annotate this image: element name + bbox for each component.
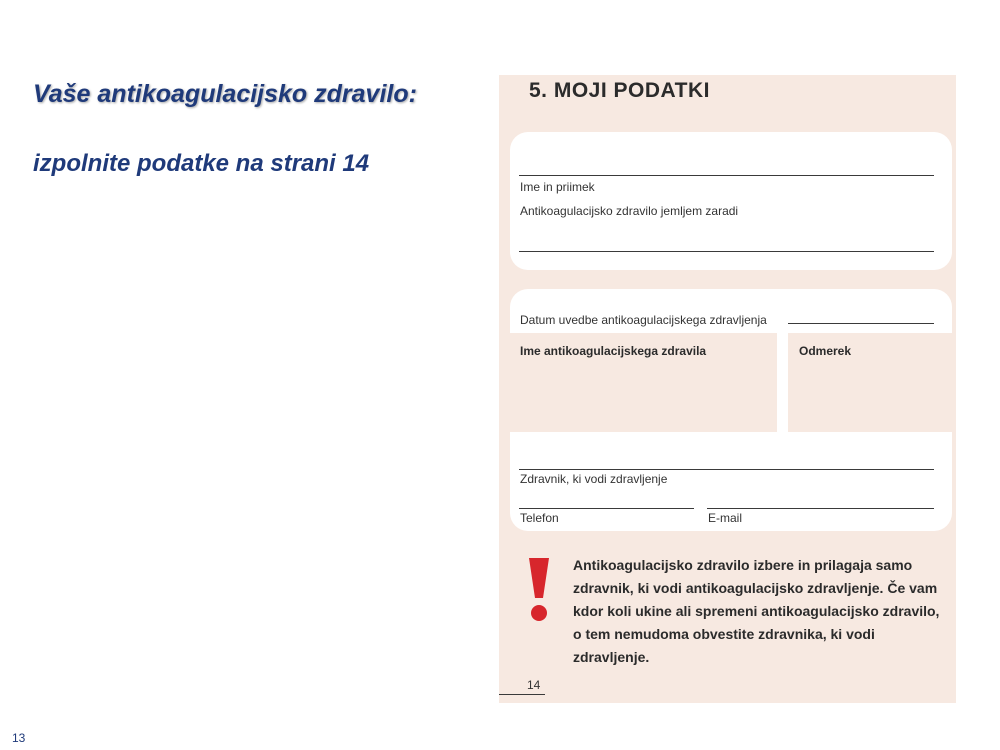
- doctor-line[interactable]: [519, 469, 934, 470]
- treatment-info-card: [510, 289, 952, 531]
- name-line[interactable]: [519, 175, 934, 176]
- slide-title: Vaše antikoagulacijsko zdravilo:: [33, 80, 417, 108]
- page-heading: 5. MOJI PODATKI: [529, 79, 710, 102]
- page-number: 14: [527, 678, 541, 692]
- phone-label: Telefon: [520, 511, 559, 525]
- name-label: Ime in priimek: [520, 180, 595, 194]
- document-page: [499, 75, 956, 703]
- email-line[interactable]: [707, 508, 934, 509]
- phone-line[interactable]: [519, 508, 694, 509]
- start-date-line[interactable]: [788, 323, 934, 324]
- exclamation-icon: [525, 558, 553, 622]
- slide-number: 13: [12, 731, 26, 745]
- slide-subtitle: izpolnite podatke na strani 14: [33, 150, 370, 177]
- page-number-rule: [499, 694, 545, 695]
- email-label: E-mail: [708, 511, 743, 525]
- personal-info-card: [510, 132, 952, 270]
- start-date-label: Datum uvedbe antikoagulacijskega zdravljenja: [520, 313, 767, 327]
- reason-line[interactable]: [519, 251, 934, 252]
- dose-cell[interactable]: [788, 333, 952, 432]
- doctor-label: Zdravnik, ki vodi zdravljenje: [520, 472, 668, 486]
- warning-text: Antikoagulacijsko zdravilo izbere in prilagaja samo zdravnik, ki vodi antikoagulacijsko zdravljenje. Če vam kdor koli ukine ali spremeni antikoagulacijsko zdravilo, o tem nemudoma obvestite zdravnika, ki vodi zdravljenje.: [573, 557, 940, 665]
- drug-name-cell[interactable]: [510, 333, 777, 432]
- reason-label: Antikoagulacijsko zdravilo jemljem zaradi: [520, 204, 739, 218]
- dose-label: Odmerek: [799, 344, 852, 358]
- drug-name-label: Ime antikoagulacijskega zdravila: [520, 344, 707, 358]
